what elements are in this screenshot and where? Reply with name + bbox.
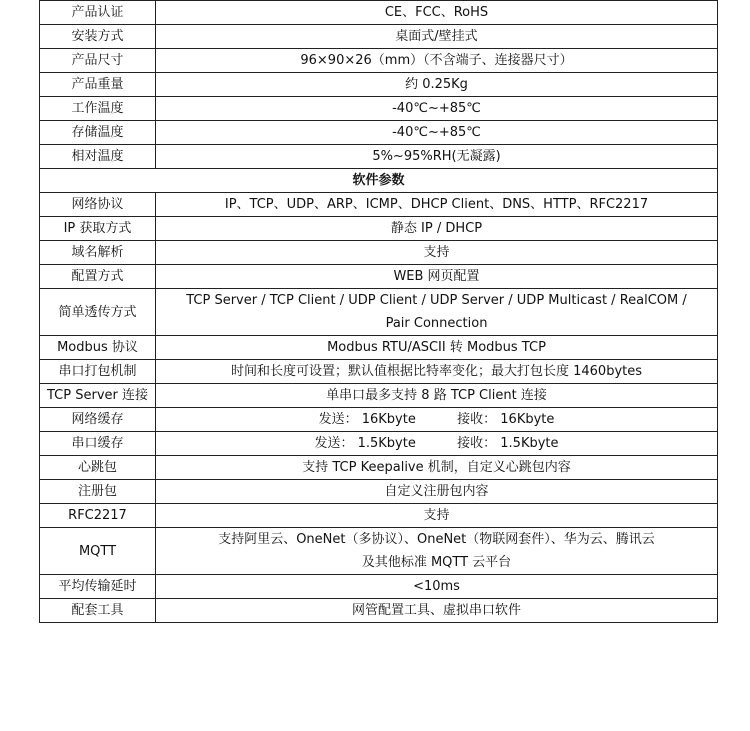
row-value bbox=[156, 289, 718, 336]
table-row-serial-buffer bbox=[40, 432, 718, 456]
row-label: Modbus 协议 bbox=[40, 336, 156, 360]
row-label: 产品认证 bbox=[40, 1, 156, 25]
row-value: 支持 bbox=[156, 241, 718, 265]
row-value: -40℃~+85℃ bbox=[156, 121, 718, 145]
row-value: Modbus RTU/ASCII 转 Modbus TCP bbox=[156, 336, 718, 360]
row-value: 时间和长度可设置；默认值根据比特率变化；最大打包长度 1460bytes bbox=[156, 360, 718, 384]
row-value-line: 及其他标准 MQTT 云平台 bbox=[361, 555, 512, 570]
row-label: RFC2217 bbox=[40, 504, 156, 528]
row-label: 平均传输延时 bbox=[40, 575, 156, 599]
row-label: 存储温度 bbox=[40, 121, 156, 145]
row-value-line: Pair Connection bbox=[385, 316, 488, 331]
row-label: 域名解析 bbox=[40, 241, 156, 265]
table-row-tcp-server bbox=[40, 384, 718, 408]
row-label: 心跳包 bbox=[40, 456, 156, 480]
row-value: 支持 bbox=[156, 504, 718, 528]
table-row-dns bbox=[40, 241, 718, 265]
row-label: 注册包 bbox=[40, 480, 156, 504]
table-row-heartbeat bbox=[40, 456, 718, 480]
table-row-registration bbox=[40, 480, 718, 504]
row-value: 约 0.25Kg bbox=[156, 73, 718, 97]
row-value: 支持 TCP Keepalive 机制，自定义心跳包内容 bbox=[156, 456, 718, 480]
table-row-certification bbox=[40, 1, 718, 25]
table-row-tools bbox=[40, 599, 718, 623]
table-row-size bbox=[40, 49, 718, 73]
row-label: 工作温度 bbox=[40, 97, 156, 121]
row-value: 发送： 16Kbyte 接收： 16Kbyte bbox=[156, 408, 718, 432]
row-label: IP 获取方式 bbox=[40, 217, 156, 241]
row-label: 配置方式 bbox=[40, 265, 156, 289]
table-row-latency bbox=[40, 575, 718, 599]
table-row-humidity bbox=[40, 145, 718, 169]
table-row-weight bbox=[40, 73, 718, 97]
row-value: -40℃~+85℃ bbox=[156, 97, 718, 121]
table-row-transparent-mode bbox=[40, 289, 718, 336]
row-value: WEB 网页配置 bbox=[156, 265, 718, 289]
table-row-network-buffer bbox=[40, 408, 718, 432]
table-row-modbus bbox=[40, 336, 718, 360]
table-row-mqtt bbox=[40, 528, 718, 575]
row-value: <10ms bbox=[156, 575, 718, 599]
row-value: 96×90×26（mm）（不含端子、连接器尺寸） bbox=[156, 49, 718, 73]
table-row-storage-temp bbox=[40, 121, 718, 145]
row-label: 相对温度 bbox=[40, 145, 156, 169]
row-value: 单串口最多支持 8 路 TCP Client 连接 bbox=[156, 384, 718, 408]
row-value bbox=[156, 528, 718, 575]
row-value: 网管配置工具、虚拟串口软件 bbox=[156, 599, 718, 623]
row-label: 串口打包机制 bbox=[40, 360, 156, 384]
table-row-network-protocol bbox=[40, 193, 718, 217]
row-label: 网络缓存 bbox=[40, 408, 156, 432]
table-row-ip-mode bbox=[40, 217, 718, 241]
row-value: 桌面式/壁挂式 bbox=[156, 25, 718, 49]
section-header-software bbox=[40, 169, 718, 193]
table-row-packing bbox=[40, 360, 718, 384]
row-label: TCP Server 连接 bbox=[40, 384, 156, 408]
row-label: 产品尺寸 bbox=[40, 49, 156, 73]
spec-table bbox=[39, 0, 718, 623]
row-value: 静态 IP / DHCP bbox=[156, 217, 718, 241]
row-label: 安装方式 bbox=[40, 25, 156, 49]
row-label: 配套工具 bbox=[40, 599, 156, 623]
section-title: 软件参数 bbox=[40, 169, 718, 193]
row-value: IP、TCP、UDP、ARP、ICMP、DHCP Client、DNS、HTTP、RFC2217 bbox=[156, 193, 718, 217]
row-value: 5%~95%RH(无凝露) bbox=[156, 145, 718, 169]
table-row-config-mode bbox=[40, 265, 718, 289]
row-value-line: TCP Server / TCP Client / UDP Client / UDP Server / UDP Multicast / RealCOM / bbox=[186, 293, 687, 308]
table-row-rfc2217 bbox=[40, 504, 718, 528]
row-value-line: 支持阿里云、OneNet（多协议）、OneNet（物联网套件）、华为云、腾讯云 bbox=[218, 532, 655, 547]
row-label: 产品重量 bbox=[40, 73, 156, 97]
table-row-installation bbox=[40, 25, 718, 49]
row-label: 网络协议 bbox=[40, 193, 156, 217]
row-value: CE、FCC、RoHS bbox=[156, 1, 718, 25]
row-value: 发送： 1.5Kbyte 接收： 1.5Kbyte bbox=[156, 432, 718, 456]
row-label: 串口缓存 bbox=[40, 432, 156, 456]
table-row-operating-temp bbox=[40, 97, 718, 121]
row-label: 简单透传方式 bbox=[40, 289, 156, 336]
row-value: 自定义注册包内容 bbox=[156, 480, 718, 504]
row-label: MQTT bbox=[40, 528, 156, 575]
